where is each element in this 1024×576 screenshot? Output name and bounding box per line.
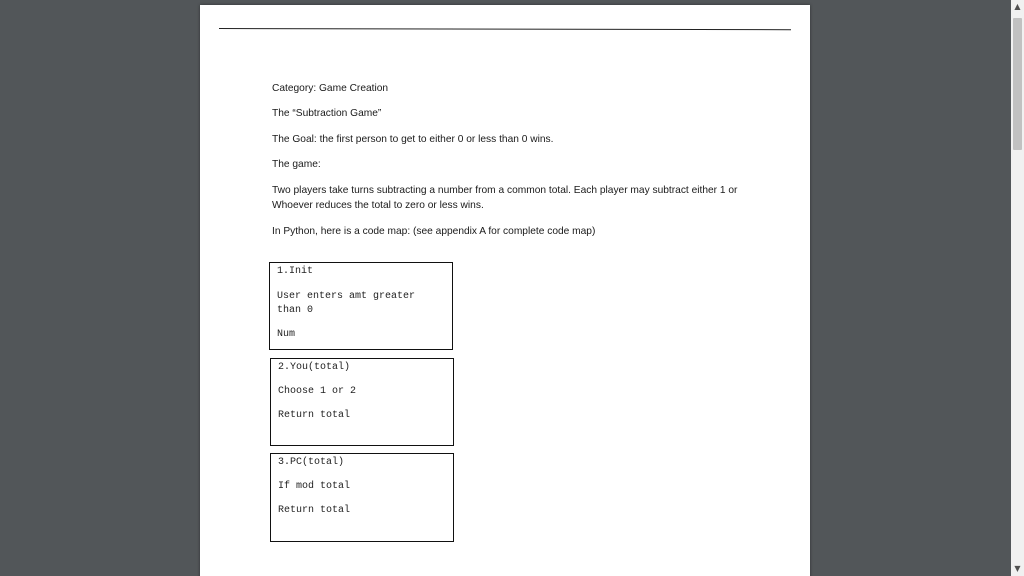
scroll-up-icon[interactable]: ▲ — [1014, 2, 1021, 11]
code-box-line: 1.Init — [277, 266, 314, 277]
code-box-pc — [270, 453, 454, 542]
scroll-down-icon[interactable]: ▼ — [1014, 564, 1021, 573]
code-box-line: User enters amt greater — [277, 291, 416, 302]
code-box-line: than 0 — [277, 305, 314, 316]
code-box-line: Choose 1 or 2 — [278, 386, 357, 397]
code-box-line: 2.You(total) — [278, 362, 351, 373]
code-box-line: Return total — [278, 505, 351, 516]
game-heading: The game: — [272, 159, 321, 170]
document-title: The “Subtraction Game” — [272, 108, 382, 119]
code-box-line: If mod total — [278, 481, 351, 492]
category-line: Category: Game Creation — [272, 83, 389, 94]
code-box-you — [270, 358, 454, 446]
scrollbar-thumb[interactable] — [1013, 18, 1022, 150]
vertical-scrollbar[interactable] — [1011, 0, 1024, 576]
header-rule — [219, 28, 791, 30]
document-page — [200, 5, 810, 576]
rules-line-2: Whoever reduces the total to zero or less wins. — [272, 200, 484, 211]
code-box-line: Num — [277, 329, 296, 340]
rules-line-1: Two players take turns subtracting a number from a common total. Each player may subtract either 1 or — [272, 185, 738, 196]
goal-line: The Goal: the first person to get to either 0 or less than 0 wins. — [272, 134, 554, 145]
code-box-line: Return total — [278, 410, 351, 421]
code-box-init — [269, 262, 453, 350]
code-box-line: 3.PC(total) — [278, 457, 345, 468]
code-map-intro: In Python, here is a code map: (see appendix A for complete code map) — [272, 226, 596, 237]
